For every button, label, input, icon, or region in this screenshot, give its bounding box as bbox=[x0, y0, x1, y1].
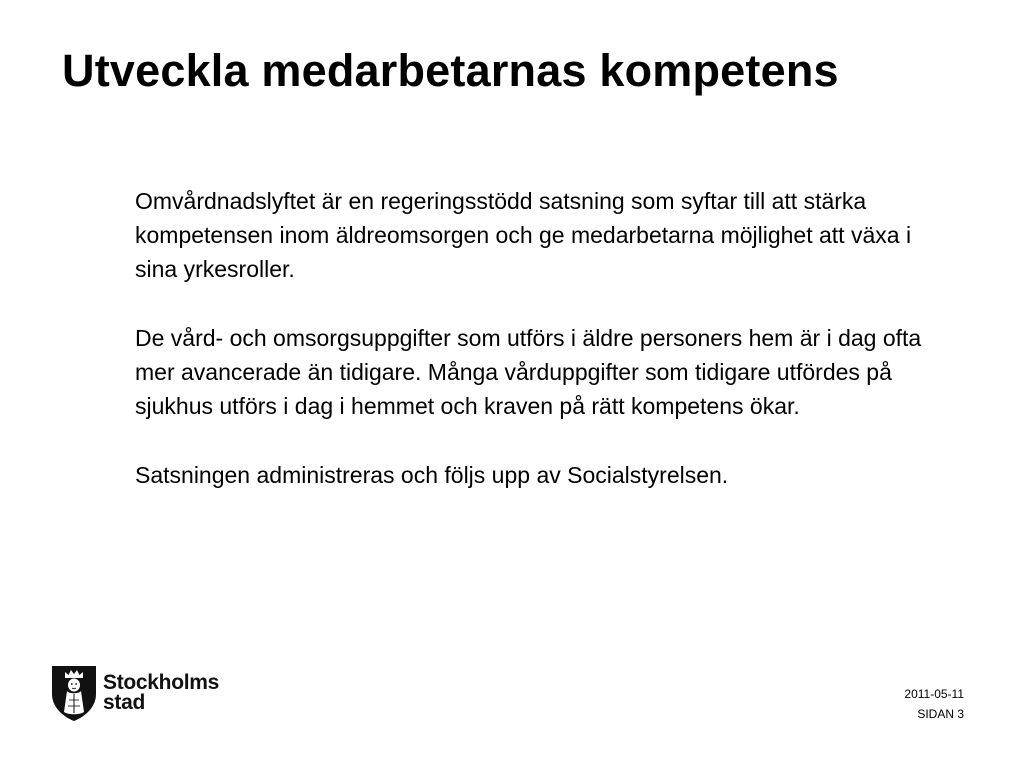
stockholms-stad-logo bbox=[50, 664, 219, 722]
footer-date: 2011-05-11 bbox=[904, 687, 964, 701]
logo-line-2: stad bbox=[103, 691, 145, 714]
paragraph: Satsningen administreras och följs upp av Socialstyrelsen. bbox=[135, 462, 729, 488]
stockholm-crest-icon bbox=[50, 664, 98, 722]
paragraph: De vård- och omsorgsuppgifter som utförs i äldre personers hem är i dag ofta mer avancerade än tidigare. Många vårduppgifter som tidigare utfördes på sjukhus utförs i dag i hemmet och kraven på rätt kompetens ökar. bbox=[135, 325, 922, 419]
logo-wordmark bbox=[103, 673, 219, 713]
footer-meta bbox=[904, 684, 964, 724]
body-text bbox=[135, 184, 935, 527]
footer-page-number: SIDAN 3 bbox=[917, 707, 964, 721]
logo-line-1: Stockholms bbox=[103, 671, 220, 694]
paragraph: Omvårdnadslyftet är en regeringsstödd satsning som syftar till att stärka kompetensen inom äldreomsorgen och ge medarbetarna möjlighet att växa i sina yrkesroller. bbox=[135, 188, 912, 282]
slide-title: Utveckla medarbetarnas kompetens bbox=[62, 45, 839, 96]
